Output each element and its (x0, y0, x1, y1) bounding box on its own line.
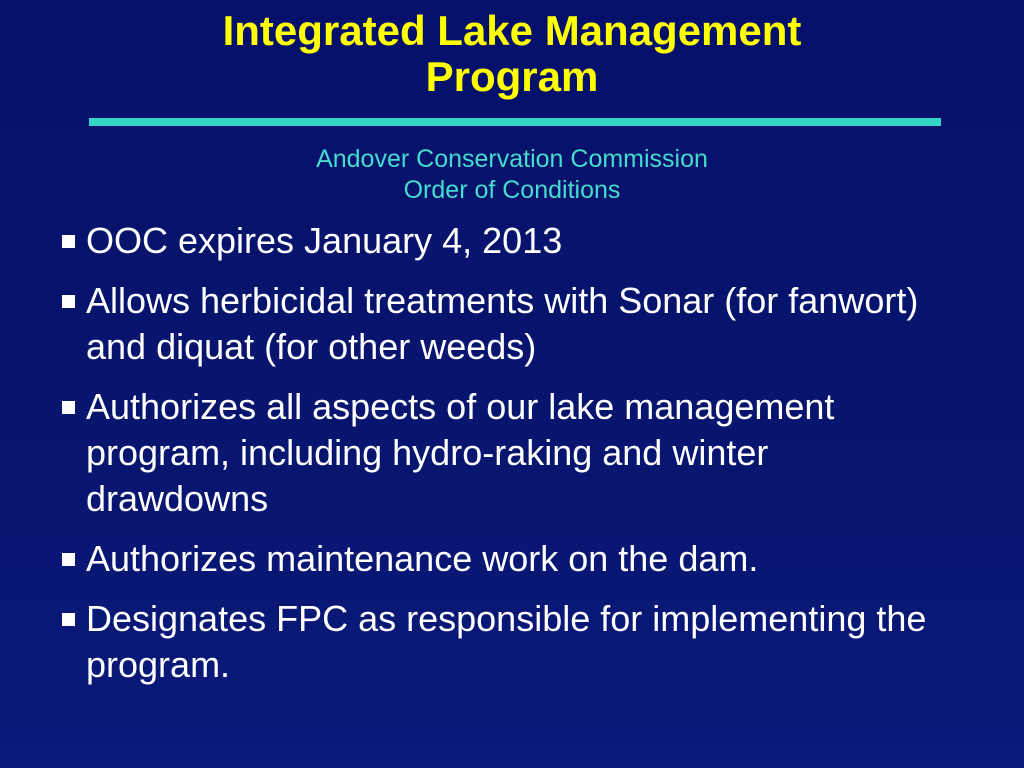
bullet-item (60, 536, 960, 582)
bullet-text: Designates FPC as responsible for implementing the program. (86, 598, 927, 685)
square-bullet-icon (62, 401, 75, 414)
square-bullet-icon (62, 553, 75, 566)
bullet-text: Authorizes all aspects of our lake management program, including hydro-raking and winter drawdowns (86, 386, 835, 519)
bullet-list (60, 218, 960, 702)
square-bullet-icon (62, 295, 75, 308)
bullet-text: OOC expires January 4, 2013 (86, 220, 563, 261)
square-bullet-icon (62, 235, 75, 248)
square-bullet-icon (62, 613, 75, 626)
bullet-item (60, 218, 960, 264)
title-divider (89, 118, 941, 126)
bullet-text: Authorizes maintenance work on the dam. (86, 538, 759, 579)
bullet-item (60, 384, 960, 522)
subtitle-line-2: Order of Conditions (403, 176, 621, 204)
slide-title-line-2: Program (425, 53, 599, 100)
slide-subtitle (160, 144, 864, 206)
bullet-item (60, 596, 960, 688)
subtitle-line-1: Andover Conservation Commission (316, 145, 708, 173)
bullet-item (60, 278, 960, 370)
bullet-text: Allows herbicidal treatments with Sonar (for fanwort) and diquat (for other weeds) (86, 280, 919, 367)
slide-title (60, 8, 964, 100)
slide-title-line-1: Integrated Lake Management (222, 7, 802, 54)
